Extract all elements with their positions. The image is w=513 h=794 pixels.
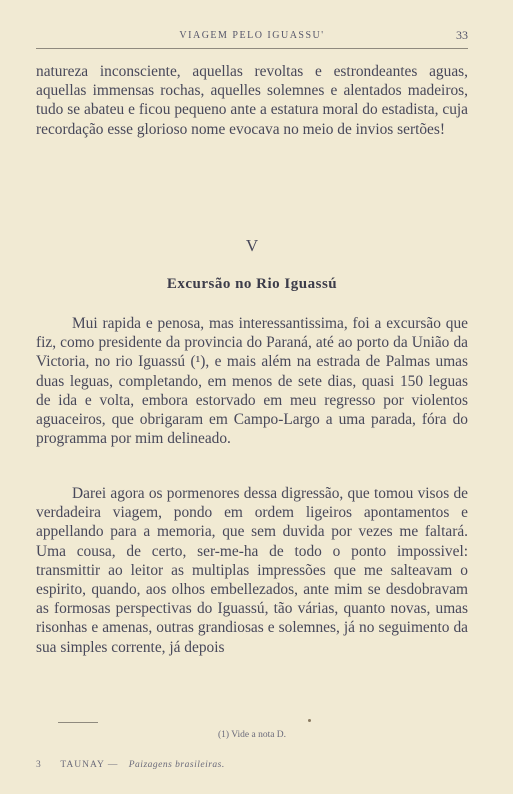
paragraph-continuation: natureza inconsciente, aquellas revoltas e estrondeantes aguas, aquellas immensas rochas, aquelles solemnes e alentados madeiros, tudo se abateu e ficou pequeno ante a estatura moral do estadista, cuja recordação esse glorioso nome evocava no meio de invios sertões!: [36, 63, 468, 138]
chapter-title: Excursão no Rio Iguassú: [166, 276, 338, 292]
printer-signature: [36, 760, 468, 770]
chapter-number: V: [245, 236, 259, 255]
footnote-rule: [58, 722, 98, 723]
page-number: 33: [456, 28, 468, 42]
signature-mark: 3: [36, 760, 41, 770]
footnote: (1) Vide a nota D.: [217, 730, 287, 740]
running-title: VIAGEM PELO IGUASSU': [179, 30, 325, 41]
paragraph-excursion: Mui rapida e penosa, mas interessantissima, foi a excursão que fiz, como presidente da provincia do Paraná, até ao porto da União da Victoria, no rio Iguassú (¹), e mais além na estrada de Palmas umas duas leguas, completando, em menos de sete dias, quasi 150 leguas de ida e volta, embora estorvado em meu regresso por violentos aguaceiros, que obrigaram em Campo-Largo a uma parada, fóra do programma por mim delineado.: [36, 315, 468, 448]
paragraph-details: Darei agora os pormenores dessa digressão, que tomou visos de verdadeira viagem, pondo em ordem ligeiros apontamentos e appellando para a memoria, que sem duvida por vezes me faltará. Uma cousa, de certo, ser-me-ha de todo o ponto impossivel: transmittir ao leitor as multiplas impressões que me salteavam o espirito, quando, aos olhos embellezados, ante mim se desdobravam as formosas perspectivas do Iguassú, tão várias, quanto novas, umas risonhas e amenas, outras grandiosas e solemnes, já no seguimento da sua simples corrente, já depois: [36, 485, 468, 656]
signature-author: TAUNAY —: [60, 760, 119, 770]
page-header: [36, 30, 468, 46]
ink-dot: [308, 719, 311, 722]
signature-book-title: Paizagens brasileiras.: [128, 760, 225, 770]
header-rule: [36, 48, 468, 49]
